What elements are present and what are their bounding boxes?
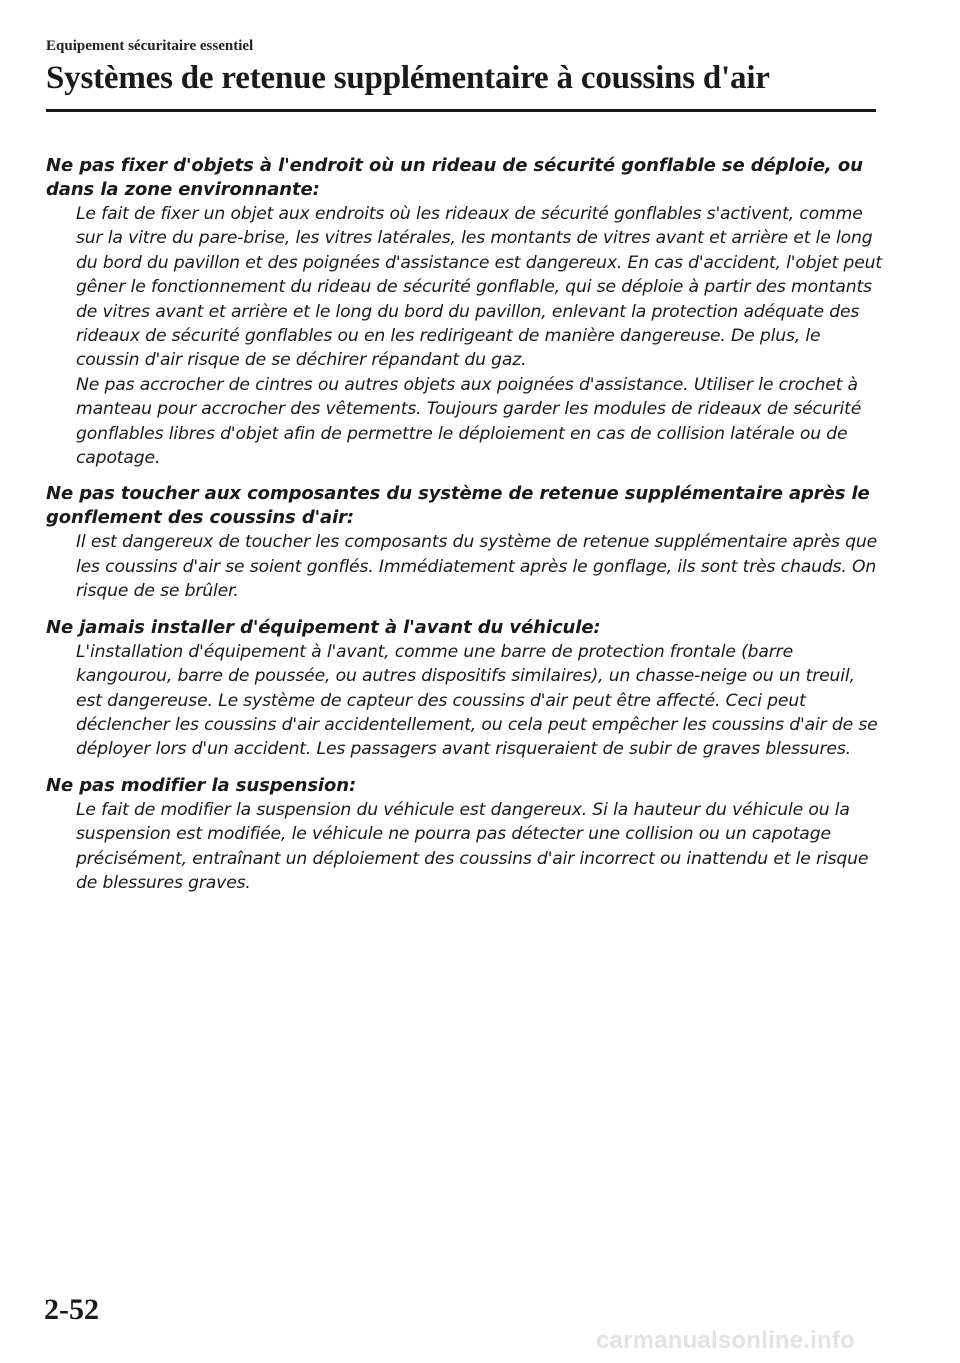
- warning-paragraph: Il est dangereux de toucher les composants du système de retenue supplémentaire après que les coussins d'air se soient gonflés. Immédiatement après le gonflage, ils sont très chauds. On risque de se brûler.: [76, 532, 878, 602]
- warning-item-suspension: [46, 774, 884, 896]
- page-title: Systèmes de retenue supplémentaire à coussins d'air: [46, 60, 770, 96]
- warning-heading: Ne pas modifier la suspension:: [46, 774, 357, 796]
- warning-heading: Ne pas fixer d'objets à l'endroit où un rideau de sécurité gonflable se déploie, ou dans la zone environnante:: [46, 155, 863, 200]
- warning-paragraph: Le fait de fixer un objet aux endroits où les rideaux de sécurité gonflables s'activent, comme sur la vitre du pare-brise, les vitres latérales, les montants de vitres avant et arrière et le long du bord du pavillon et des poignées d'assistance est dangereux. En cas d'accident, l'objet peut gêner le fonctionnement du rideau de sécurité gonflable, qui se déploie à partir des montants de vitres avant et arrière et le long du bord du pavillon, enlevant la protection adéquate des rideaux de sécurité gonflables ou en les redirigeant de manière dangereuse. De plus, le coussin d'air risque de se déchirer répandant du gaz.: [76, 204, 882, 371]
- page-number: 2-52: [44, 1293, 99, 1326]
- warning-item-front-equipment: [46, 616, 884, 762]
- watermark: carmanualsonline.info: [596, 1327, 855, 1354]
- warning-heading: Ne jamais installer d'équipement à l'avant du véhicule:: [46, 616, 601, 638]
- title-divider: [46, 109, 876, 112]
- warning-item-curtain-airbag: [46, 154, 884, 470]
- warning-list: [46, 154, 884, 907]
- section-label: Equipement sécuritaire essentiel: [46, 38, 254, 54]
- warning-heading: Ne pas toucher aux composantes du système de retenue supplémentaire après le gonflement des coussins d'air:: [46, 483, 870, 529]
- warning-paragraph: Ne pas accrocher de cintres ou autres objets aux poignées d'assistance. Utiliser le crochet à manteau pour accrocher des vêtements. Toujours garder les modules de rideaux de sécurité gonflables libres d'objet afin de permettre le déploiement en cas de collision latérale ou de capotage.: [76, 374, 862, 469]
- warning-paragraph: L'installation d'équipement à l'avant, comme une barre de protection frontale (barre kangourou, barre de poussée, ou autres dispositifs similaires), un chasse-neige ou un treuil, est dangereuse. Le système de capteur des coussins d'air peut être affecté. Ceci peut déclencher les coussins d'air accidentellement, ou cela peut empêcher les coussins d'air de se déployer lors d'un accident. Les passagers avant risqueraient de subir de graves blessures.: [76, 641, 878, 760]
- warning-item-components: [46, 482, 884, 603]
- warning-paragraph: Le fait de modifier la suspension du véhicule est dangereux. Si la hauteur du véhicule ou la suspension est modifiée, le véhicule ne pourra pas détecter une collision ou un capotage précisément, entraînant un déploiement des coussins d'air incorrect ou inattendu et le risque de blessures graves.: [76, 799, 869, 893]
